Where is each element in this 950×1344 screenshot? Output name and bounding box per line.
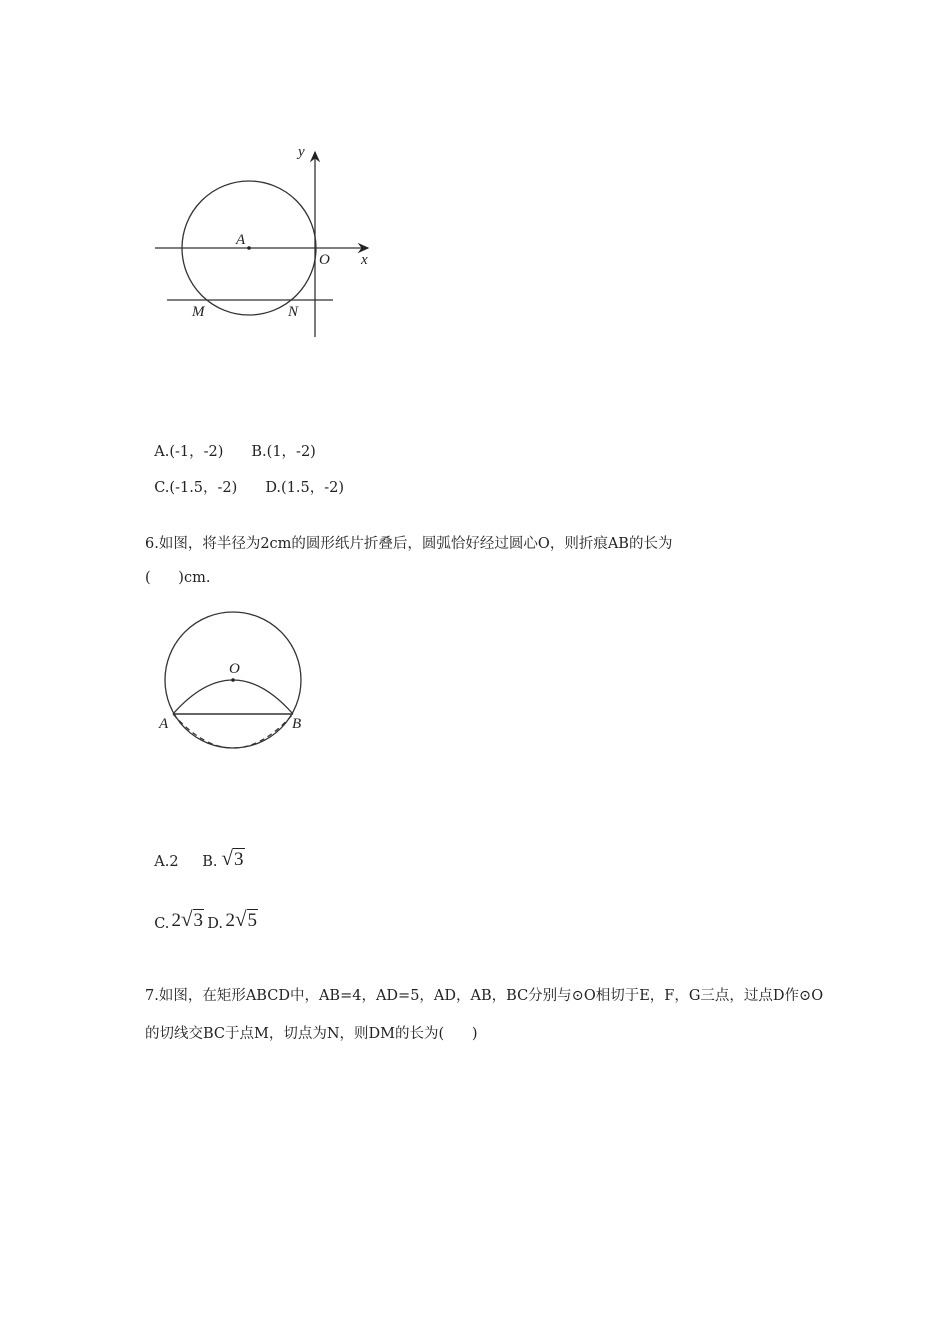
- q6-question-line-2: ( )cm.: [145, 570, 211, 586]
- q6-question-line-1: 6.如图，将半径为2cm的圆形纸片折叠后，圆弧恰好经过圆心O，则折痕AB的长为: [145, 536, 673, 552]
- q6-option-d[interactable]: D.: [207, 916, 223, 932]
- q6-figure: [155, 610, 335, 760]
- label-o: O: [319, 252, 330, 268]
- q6-option-d-radicand: 5: [247, 910, 258, 931]
- q6-option-c-radicand: 3: [193, 910, 204, 931]
- center-o-dot: [231, 678, 235, 682]
- label-o: O: [229, 661, 240, 677]
- folded-arc: [173, 680, 293, 714]
- q7-question-line-1: 7.如图，在矩形ABCD中，AB=4，AD=5，AD，AB，BC分别与⊙O相切于E，F，G三点，过点D作⊙O: [145, 988, 824, 1004]
- q6-option-b-value: √3: [221, 846, 244, 870]
- label-m: M: [192, 304, 205, 320]
- q5-option-d[interactable]: D.(1.5，-2): [265, 480, 345, 496]
- q5-option-a[interactable]: A.(-1，-2): [154, 444, 224, 460]
- label-y: y: [298, 144, 305, 160]
- q5-option-b[interactable]: B.(1，-2): [251, 444, 316, 460]
- q6-option-c[interactable]: C.: [154, 916, 170, 932]
- label-n: N: [288, 304, 299, 320]
- q5-figure: [150, 142, 390, 342]
- q6-option-a[interactable]: A.2: [154, 854, 179, 870]
- label-b: B: [292, 716, 302, 732]
- center-a-dot: [247, 246, 251, 250]
- label-x: x: [361, 252, 368, 268]
- dashed-arc: [173, 714, 293, 748]
- q7-question-line-2: 的切线交BC于点M，切点为N，则DM的长为( ): [145, 1026, 478, 1042]
- q5-options-row-1: [145, 424, 316, 461]
- q5-option-c[interactable]: C.(-1.5，-2): [154, 480, 238, 496]
- q5-options-row-2: [145, 460, 344, 497]
- q6-option-c-value: 2√3: [171, 907, 204, 931]
- q6-option-b-radicand: 3: [234, 849, 244, 870]
- label-a: A: [159, 716, 169, 732]
- label-a: A: [236, 232, 246, 248]
- q6-option-d-value: 2√5: [225, 907, 258, 931]
- q6-option-b[interactable]: B.: [202, 854, 218, 870]
